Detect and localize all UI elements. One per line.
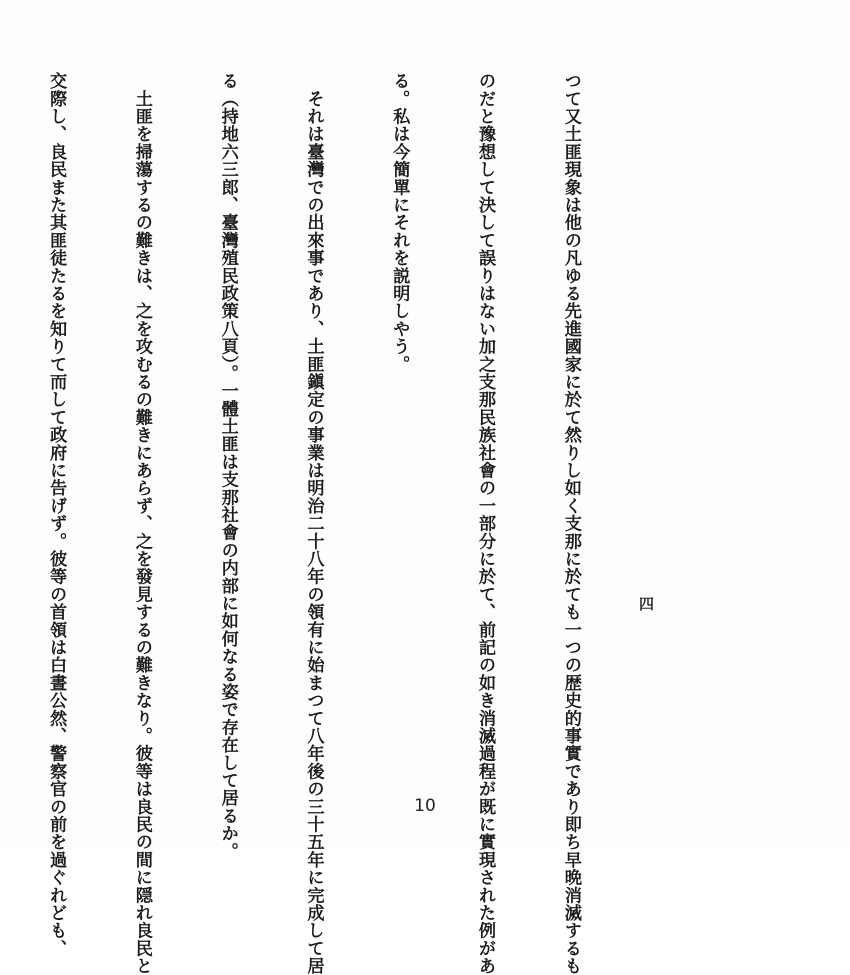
section-marker: 四: [637, 596, 655, 611]
text-line: る（持地六三郎、臺灣殖民政策八頁）。一體土匪は支那社會の内部に如何なる姿で存在して居るか。: [217, 72, 238, 860]
text-line: のだと豫想して決して誤りはない加之支那民族社會の一部分に於て、前記の如き消滅過程が既に實現された例があ: [475, 72, 496, 975]
text-line: 交際し、良民また其匪徒たるを知りて而して政府に告げず。彼等の首領は白晝公然、警察官の前を過ぐれども、: [46, 72, 67, 957]
page-number: 10: [414, 796, 436, 816]
text-line: それは臺灣での出來事であり、土匪鎭定の事業は明治二十八年の領有に始まつて八年後の三十五年に完成して居: [303, 72, 324, 975]
text-line: つて又土匪現象は他の凡ゆる先進國家に於て然りし如く支那に於ても一つの歴史的事實であり即ち早晩消滅するも: [560, 72, 581, 975]
text-line: る。私は今簡單にそれを説明しやう。: [389, 72, 410, 373]
text-line: 土匪を掃蕩するの難きは、之を攻むるの難きにあらず、之を發見するの難きなり。彼等は良民の間に隠れ良民と: [131, 72, 152, 975]
